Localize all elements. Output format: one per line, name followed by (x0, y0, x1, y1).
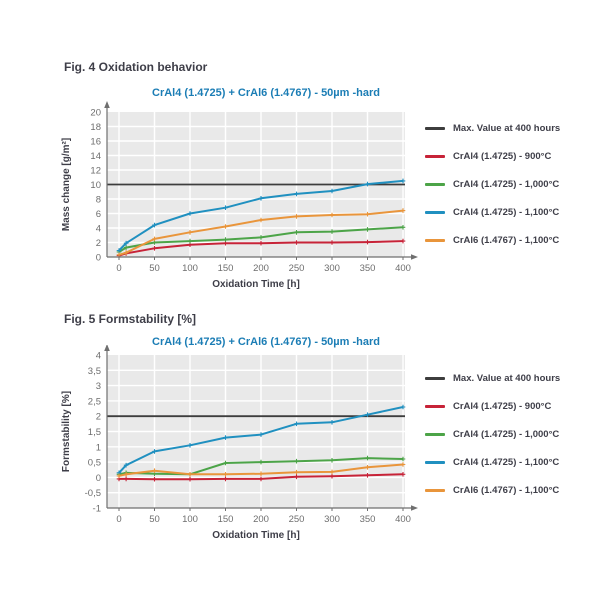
legend-item (425, 448, 593, 476)
y-tick-label: 0 (95, 472, 101, 484)
y-tick-label: 0 (95, 252, 101, 264)
legend-line-swatch (425, 183, 445, 186)
x-tick-label: 200 (253, 514, 269, 525)
y-tick-label: 2 (95, 238, 101, 249)
legend-label: Max. Value at 400 hours (453, 122, 561, 134)
x-tick-label: 400 (395, 263, 411, 274)
figure-4-label: Fig. 4 Oxidation behavior (64, 60, 208, 74)
figure-4-plot (50, 100, 425, 300)
x-tick-label: 300 (324, 263, 340, 274)
x-axis-arrow (411, 254, 418, 260)
legend-item (425, 170, 593, 198)
y-tick-label: 1 (95, 442, 101, 454)
x-tick-label: 250 (288, 263, 305, 274)
y-axis-title: Formstability [%] (61, 390, 72, 473)
y-axis-title: Mass change [g/m²] (61, 137, 72, 232)
y-tick-label: 0,5 (87, 457, 101, 469)
y-tick-label: 2 (95, 411, 101, 423)
y-tick-label: 1,5 (87, 427, 101, 438)
legend-line-swatch (425, 127, 445, 130)
x-tick-label: 50 (149, 263, 160, 274)
y-tick-label: 18 (90, 122, 101, 133)
legend-label: CrAl4 (1.4725) - 1,000°C (453, 178, 560, 190)
y-tick-label: 14 (90, 151, 101, 162)
figure-4-chart-title: CrAl4 (1.4725) + CrAl6 (1.4767) - 50µm -hard (152, 87, 380, 99)
legend-line-swatch (425, 377, 445, 380)
y-tick-label: -1 (92, 503, 101, 515)
x-tick-label: 250 (288, 514, 305, 525)
legend-label: CrAl4 (1.4725) - 1,000°C (453, 428, 560, 440)
y-tick-label: 2,5 (87, 396, 101, 408)
legend-line-swatch (425, 155, 445, 158)
legend-label: Max. Value at 400 hours (453, 372, 561, 384)
y-tick-label: 3 (95, 381, 101, 393)
x-tick-label: 100 (182, 263, 198, 274)
x-tick-label: 200 (253, 263, 269, 274)
x-tick-label: 300 (324, 514, 340, 525)
x-tick-label: 0 (116, 514, 122, 525)
legend-line-swatch (425, 239, 445, 242)
legend-item (425, 142, 593, 170)
legend-label: CrAl4 (1.4725) - 900°C (453, 150, 552, 162)
y-tick-label: 6 (95, 209, 101, 220)
x-tick-label: 400 (395, 514, 411, 525)
legend-label: CrAl6 (1.4767) - 1,100°C (453, 234, 560, 246)
x-tick-label: 100 (182, 514, 198, 525)
x-tick-label: 150 (217, 514, 234, 525)
x-tick-label: 350 (359, 514, 376, 525)
legend-item (425, 476, 593, 504)
legend-line-swatch (425, 211, 445, 214)
y-axis-arrow (104, 345, 110, 351)
legend-line-swatch (425, 461, 445, 464)
x-tick-label: 150 (217, 263, 234, 274)
legend-label: CrAl4 (1.4725) - 1,100°C (453, 456, 560, 468)
x-axis-arrow (411, 505, 418, 511)
legend-line-swatch (425, 433, 445, 436)
y-tick-label: 10 (90, 180, 101, 191)
legend-item (425, 198, 593, 226)
legend-item (425, 364, 593, 392)
legend-label: CrAl4 (1.4725) - 900°C (453, 400, 552, 412)
legend-label: CrAl4 (1.4725) - 1,100°C (453, 206, 560, 218)
legend-item (425, 420, 593, 448)
x-axis-title: Oxidation Time [h] (212, 279, 300, 290)
legend-item (425, 114, 593, 142)
x-tick-label: 350 (359, 263, 376, 274)
y-tick-label: 3,5 (87, 365, 101, 377)
figure-5-chart-title: CrAl4 (1.4725) + CrAl6 (1.4767) - 50µm -hard (152, 336, 380, 348)
figure-4-legend (425, 114, 593, 254)
x-tick-label: 50 (149, 514, 160, 525)
legend-line-swatch (425, 489, 445, 492)
y-tick-label: 8 (95, 194, 101, 206)
figure-5-legend (425, 364, 593, 504)
y-tick-label: 20 (90, 107, 101, 119)
legend-item (425, 392, 593, 420)
y-tick-label: 4 (95, 223, 101, 235)
y-tick-label: 4 (95, 350, 101, 362)
figure-5-label: Fig. 5 Formstability [%] (64, 312, 197, 326)
figure-5-plot (50, 345, 425, 560)
y-tick-label: 12 (90, 165, 101, 177)
x-tick-label: 0 (116, 263, 122, 274)
legend-label: CrAl6 (1.4767) - 1,100°C (453, 484, 560, 496)
y-tick-label: -0,5 (84, 488, 101, 500)
legend-item (425, 226, 593, 254)
y-tick-label: 16 (90, 136, 101, 148)
legend-line-swatch (425, 405, 445, 408)
y-axis-arrow (104, 101, 110, 108)
x-axis-title: Oxidation Time [h] (212, 530, 300, 541)
